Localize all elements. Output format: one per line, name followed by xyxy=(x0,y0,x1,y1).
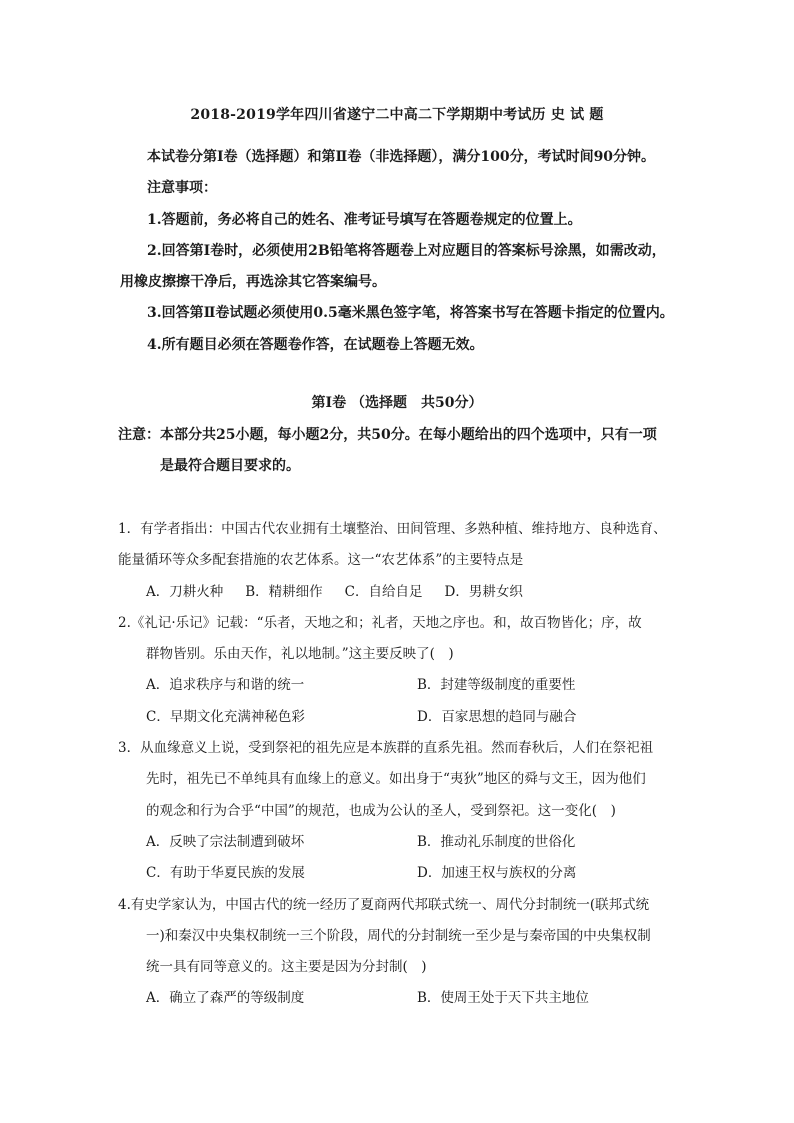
question-1-option-a: A．刀耕火种 xyxy=(146,583,224,600)
question-2-option-d: D．百家思想的趋同与融合 xyxy=(417,708,577,725)
question-3 xyxy=(118,733,688,889)
question-2-options-row-1 xyxy=(118,670,688,701)
question-3-option-d: D．加速王权与族权的分离 xyxy=(417,865,577,882)
question-3-stem-line-2: 先时，祖先已不单纯具有血缘上的意义。如出身于“夷狄”地区的舜与文王，因为他们 xyxy=(146,771,646,788)
instruction-item-2-continued: 用橡皮擦擦干净后，再选涂其它答案编号。 xyxy=(120,274,386,291)
instruction-item-2: 2.回答第Ⅰ卷时，必须使用2B铅笔将答题卷上对应题目的答案标号涂黑，如需改动， xyxy=(147,242,666,259)
section-note-line-1: 注意：本部分共25小题，每小题2分，共50分。在每小题给出的四个选项中，只有一项 xyxy=(118,427,657,443)
question-3-option-a: A．反映了宗法制遭到破坏 xyxy=(146,833,305,850)
question-4 xyxy=(118,890,688,1015)
question-2-option-c: C．早期文化充满神秘色彩 xyxy=(146,708,305,725)
question-3-stem-line-3: 的观念和行为合乎“中国”的规范，也成为公认的圣人，受到祭祀。这一变化( ) xyxy=(146,802,616,819)
instruction-item-1: 1.答题前，务必将自己的姓名、准考证号填写在答题卷规定的位置上。 xyxy=(147,211,582,228)
question-4-stem-line-3: 统一具有同等意义的。这主要是因为分封制( ) xyxy=(146,959,427,976)
question-1 xyxy=(118,514,688,608)
question-3-options-row-1 xyxy=(118,827,688,858)
instructions-heading: 注意事项： xyxy=(147,180,217,197)
question-1-stem-line-2: 能量循环等众多配套措施的农艺体系。这一“农艺体系”的主要特点是 xyxy=(118,552,524,569)
question-2-option-a: A．追求秩序与和谐的统一 xyxy=(146,677,305,694)
question-3-options-row-2 xyxy=(118,858,688,889)
question-2-options-row-2 xyxy=(118,702,688,733)
instruction-item-3: 3.回答第Ⅱ卷试题必须使用0.5毫米黑色签字笔，将答案书写在答题卡指定的位置内。 xyxy=(147,305,674,322)
exam-instructions xyxy=(120,142,687,361)
question-1-option-d: D．男耕女织 xyxy=(444,583,523,600)
question-2-stem-line-1: 2.《礼记·乐记》记载：“乐者，天地之和；礼者，天地之序也。和，故百物皆化；序，故 xyxy=(118,614,642,631)
question-4-stem-line-2: 一)和秦汉中央集权制统一三个阶段，周代的分封制统一至少是与秦帝国的中央集权制 xyxy=(146,927,651,944)
instruction-item-4: 4.所有题目必须在答题卷作答，在试题卷上答题无效。 xyxy=(147,336,484,353)
question-1-stem-line-1: 1．有学者指出：中国古代农业拥有土壤整治、田间管理、多熟种植、维持地方、良种选育、 xyxy=(118,521,667,537)
question-3-option-c: C．有助于华夏民族的发展 xyxy=(146,865,305,882)
question-4-options-row-1 xyxy=(118,983,688,1014)
question-1-options xyxy=(118,577,688,608)
section-title: 第Ⅰ卷 （选择题 共50分） xyxy=(311,395,483,411)
section-note-line-2: 是最符合题目要求的。 xyxy=(160,458,300,474)
question-1-option-c: C．自给自足 xyxy=(344,583,423,600)
question-3-option-b: B．推动礼乐制度的世俗化 xyxy=(417,833,576,850)
question-4-option-a: A．确立了森严的等级制度 xyxy=(146,990,305,1007)
section-note xyxy=(118,420,688,482)
question-2-option-b: B．封建等级制度的重要性 xyxy=(417,677,576,694)
question-4-option-b: B．使周王处于天下共主地位 xyxy=(417,990,589,1007)
question-2 xyxy=(118,608,688,733)
exam-title: 2018-2019学年四川省遂宁二中高二下学期期中考试历 史 试 题 xyxy=(190,107,604,123)
question-1-option-b: B．精耕细作 xyxy=(245,583,323,600)
question-list xyxy=(118,514,688,1015)
question-2-stem-line-2: 群物皆别。乐由天作，礼以地制。”这主要反映了( ) xyxy=(146,646,454,663)
exam-intro: 本试卷分第Ⅰ卷（选择题）和第Ⅱ卷（非选择题），满分100分，考试时间90分钟。 xyxy=(147,149,656,165)
question-3-stem-line-1: 3．从血缘意义上说，受到祭祀的祖先应是本族群的直系先祖。然而春秋后，人们在祭祀祖 xyxy=(118,740,654,757)
question-4-stem-line-1: 4.有史学家认为，中国古代的统一经历了夏商两代邦联式统一、周代分封制统一(联邦式统 xyxy=(118,896,650,913)
